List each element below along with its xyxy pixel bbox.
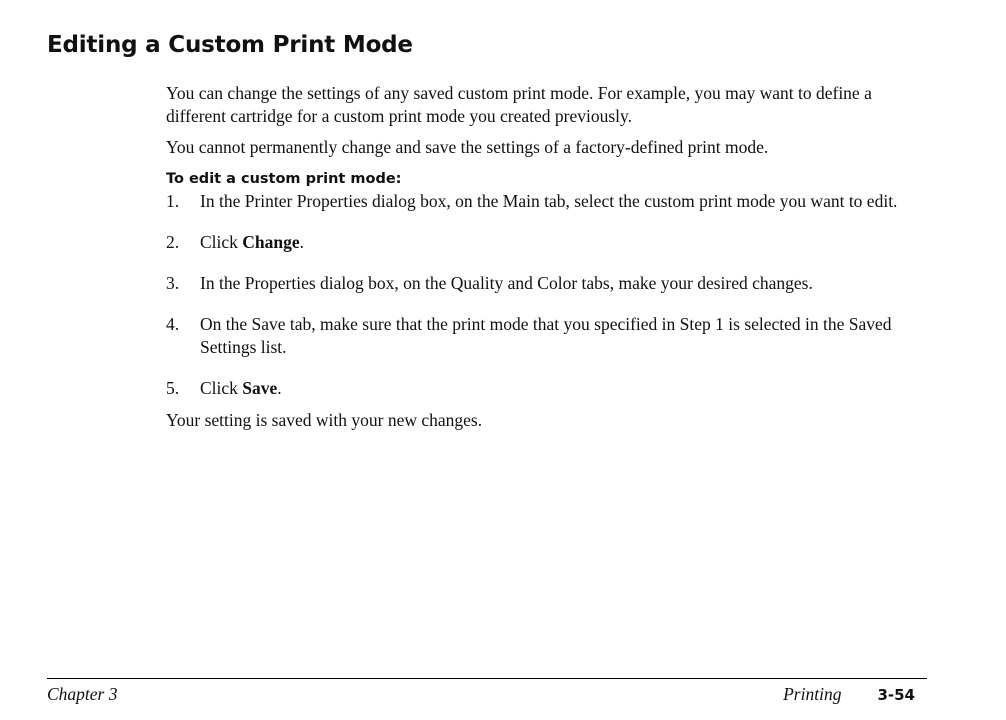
step-text-prefix: Click: [200, 232, 243, 252]
page-heading: Editing a Custom Print Mode: [47, 32, 413, 58]
step-text-suffix: .: [277, 378, 282, 398]
footer-right: [783, 684, 915, 705]
procedure-title: To edit a custom print mode:: [166, 171, 402, 187]
step-number: 3.: [166, 273, 180, 293]
step-text: In the Printer Properties dialog box, on the Main tab, select the custom print mode you want to edit.: [200, 191, 898, 211]
step-text-prefix: Click: [200, 378, 243, 398]
note-paragraph: You cannot permanently change and save the settings of a factory-defined print mode.: [166, 137, 769, 157]
change-button-label: Change: [242, 232, 300, 252]
footer-chapter: Chapter 3: [47, 684, 118, 704]
step-text-suffix: .: [299, 232, 305, 252]
step-item: [166, 190, 914, 213]
step-item: [166, 231, 914, 254]
step-number: 5.: [166, 378, 180, 398]
step-item: [166, 377, 914, 400]
step-text: On the Save tab, make sure that the print mode that you specified in Step 1 is selected in the Saved Settings list.: [200, 314, 892, 357]
intro-paragraph: You can change the settings of any saved custom print mode. For example, you may want to define a different cartridge for a custom print mode you created previously.: [166, 83, 872, 126]
step-item: [166, 272, 914, 295]
step-text: In the Properties dialog box, on the Quality and Color tabs, make your desired changes.: [200, 273, 813, 293]
step-number: 1.: [166, 191, 180, 211]
footer-section: Printing: [783, 684, 842, 704]
body-content: [166, 82, 914, 432]
result-paragraph: Your setting is saved with your new changes.: [166, 410, 483, 430]
step-item: [166, 313, 914, 359]
footer-page-number: 3-54: [877, 686, 915, 704]
step-number: 2.: [166, 232, 180, 252]
step-number: 4.: [166, 314, 180, 334]
step-list: [166, 190, 914, 400]
footer-rule: [47, 678, 927, 679]
save-button-label: Save: [242, 378, 278, 398]
